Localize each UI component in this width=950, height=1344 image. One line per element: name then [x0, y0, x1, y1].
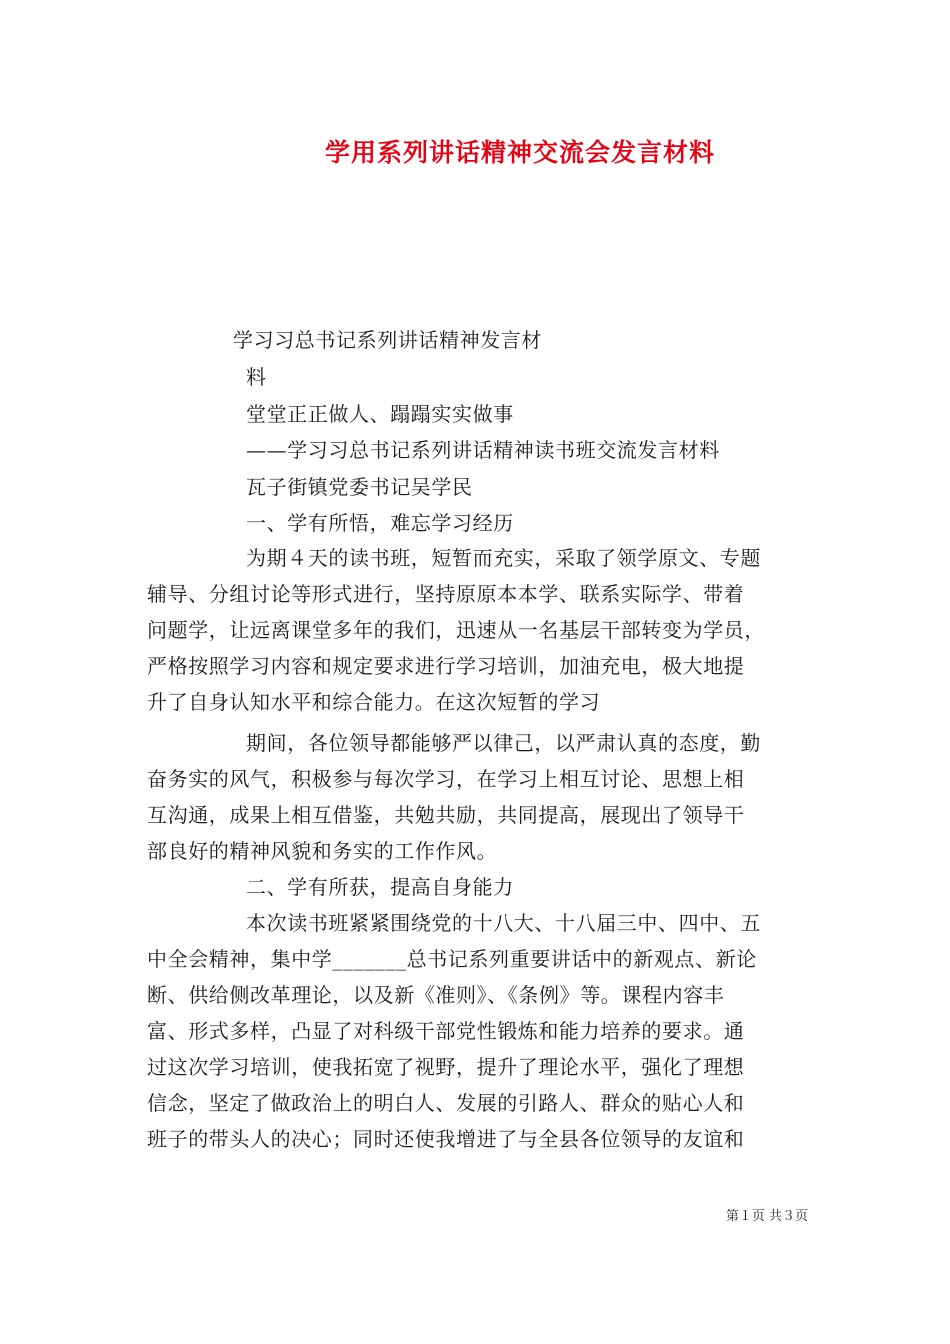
section-heading: 一、学有所悟，难忘学习经历 [246, 511, 514, 535]
body-line: 严格按照学习内容和规定要求进行学习培训，加油充电，极大地提 [147, 654, 745, 678]
body-line: 本次读书班紧紧围绕党的十八大、十八届三中、四中、五 [246, 911, 761, 935]
body-line: 互沟通，成果上相互借鉴，共勉共励，共同提高，展现出了领导干 [147, 803, 745, 827]
body-line: 料 [246, 365, 267, 389]
page-number: 第１页 共３页 [725, 1209, 808, 1224]
body-line: 辅导、分组讨论等形式进行，坚持原原本本学、联系实际学、带着 [147, 582, 745, 606]
body-line: ——学习习总书记系列讲话精神读书班交流发言材料 [246, 438, 720, 462]
body-line: 班子的带头人的决心；同时还使我增进了与全县各位领导的友谊和 [147, 1127, 745, 1151]
body-line: 中全会精神，集中学_______总书记系列重要讲话中的新观点、新论 [147, 947, 757, 971]
body-line: 期间，各位领导都能够严以律己，以严肃认真的态度，勤 [246, 731, 761, 755]
body-line: 升了自身认知水平和综合能力。在这次短暂的学习 [147, 690, 601, 714]
body-line: 断、供给侧改革理论，以及新《准则》、《条例》等。课程内容丰 [147, 983, 725, 1007]
section-heading: 二、学有所获，提高自身能力 [246, 875, 514, 899]
body-line: 富、形式多样，凸显了对科级干部党性锻炼和能力培养的要求。通 [147, 1019, 745, 1043]
body-line: 堂堂正正做人、蹋蹋实实做事 [246, 402, 514, 426]
body-line: 奋务实的风气，积极参与每次学习，在学习上相互讨论、思想上相 [147, 767, 745, 791]
body-line: 瓦子街镇党委书记吴学民 [246, 475, 473, 499]
body-line: 为期４天的读书班，短暂而充实，采取了领学原文、专题 [246, 546, 761, 570]
body-line: 学习习总书记系列讲话精神发言材 [233, 328, 542, 352]
body-line: 过这次学习培训，使我拓宽了视野，提升了理论水平，强化了理想 [147, 1055, 745, 1079]
document-title: 学用系列讲话精神交流会发言材料 [324, 138, 715, 167]
body-line: 信念，坚定了做政治上的明白人、发展的引路人、群众的贴心人和 [147, 1091, 745, 1115]
body-line: 部良好的精神风貌和务实的工作作风。 [147, 839, 498, 863]
body-line: 问题学，让远离课堂多年的我们，迅速从一名基层干部转变为学员， [147, 618, 765, 642]
